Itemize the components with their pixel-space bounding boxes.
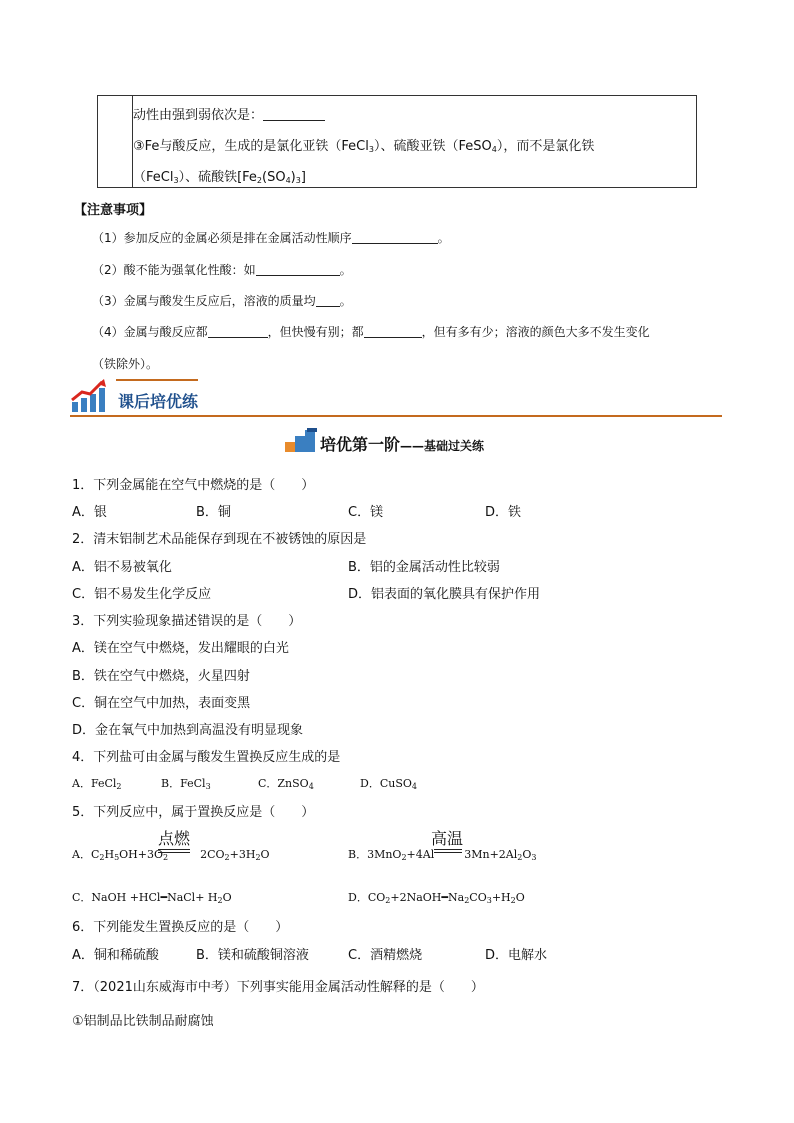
- table-line-2-text-a: ③Fe与酸反应，生成的是氯化亚铁（FeCl: [133, 139, 369, 154]
- q4-option-c: [258, 775, 314, 791]
- q6-option-c: C．酒精燃烧: [348, 948, 423, 963]
- q2-option-a: A．铝不易被氧化: [72, 560, 172, 575]
- q5-a-mid: H: [104, 848, 115, 861]
- subscript: 4: [285, 176, 291, 185]
- growth-chart-icon: [70, 378, 108, 414]
- q5-a-post3: O: [260, 848, 270, 861]
- q4-b-text: B．FeCl: [161, 777, 206, 790]
- q5-d-mid: +2NaOH━Na: [390, 891, 465, 904]
- subscript: 2: [401, 853, 407, 862]
- subscript: 4: [411, 782, 417, 791]
- subscript: 2: [116, 782, 122, 791]
- q5-a-post2: +3H: [229, 848, 256, 861]
- q5-b-mid: +4Al: [406, 848, 435, 861]
- note-3-text: （3）金属与酸发生反应后，溶液的质量均: [92, 294, 316, 308]
- subscript: 4: [491, 145, 497, 154]
- q5-d-mid2: CO: [469, 891, 487, 904]
- q5-option-d: [348, 889, 525, 905]
- table-line-3-text-e: (SO: [262, 170, 286, 185]
- subscript: 3: [295, 176, 301, 185]
- subscript: 5: [114, 853, 120, 862]
- q5-option-c: [72, 889, 232, 905]
- q5-d-post: +H: [491, 891, 511, 904]
- note-2-end: 。: [339, 263, 352, 277]
- subscript: 4: [308, 782, 314, 791]
- answer-blank: [316, 293, 340, 307]
- note-3-end: 。: [339, 294, 352, 308]
- answer-blank: [263, 107, 325, 121]
- notes-title: 【注意事项】: [74, 203, 153, 218]
- subscript: 2: [224, 853, 230, 862]
- question-7-stem: 7．（2021山东威海市中考）下列事实能用金属活动性解释的是（ ）: [72, 980, 484, 995]
- q5-a-post: 2CO: [200, 848, 225, 861]
- question-4-stem: 4．下列盐可由金属与酸发生置换反应生成的是: [72, 750, 341, 765]
- question-3-stem: 3．下列实验现象描述错误的是（ ）: [72, 614, 302, 629]
- section-title: 课后培优练: [118, 392, 199, 411]
- section-divider: [70, 415, 722, 417]
- subsection-rest: ——基础过关练: [400, 439, 485, 453]
- answer-blank: [208, 324, 268, 338]
- question-5-stem: 5．下列反应中，属于置换反应是（ ）: [72, 805, 315, 820]
- q5-a-pre: A．C: [72, 848, 100, 861]
- note-1: [92, 229, 450, 246]
- answer-blank: [256, 262, 340, 276]
- note-4-text-c: ，但有多有少；溶液的颜色大多不发生变化: [421, 325, 650, 339]
- q4-option-d: [360, 775, 417, 791]
- subscript: 2: [517, 853, 523, 862]
- note-1-text: （1）参加反应的金属必须是排在金属活动性顺序: [92, 231, 352, 245]
- note-2: [92, 261, 352, 278]
- table-line-3-text-i: ]: [300, 170, 306, 185]
- table-line-2-text-c: ）、硫酸亚铁（FeSO: [373, 139, 492, 154]
- q2-option-b: B．铝的金属活动性比较弱: [348, 560, 500, 575]
- table-line-2: [133, 135, 594, 154]
- subscript: 3: [531, 853, 537, 862]
- subscript: 3: [205, 782, 211, 791]
- table-line-3-text-c: ）、硫酸铁[Fe: [178, 170, 257, 185]
- question-6-stem: 6．下列能发生置换反应的是（ ）: [72, 920, 289, 935]
- subscript: 2: [255, 853, 261, 862]
- q5-a-condition: 点燃: [157, 829, 190, 848]
- subscript: 3: [173, 176, 179, 185]
- q2-option-c: C．铝不易发生化学反应: [72, 587, 212, 602]
- question-2-stem: 2．清末铝制艺术品能保存到现在不被锈蚀的原因是: [72, 532, 367, 547]
- subscript: 2: [163, 853, 169, 862]
- table-line-1: [133, 104, 325, 123]
- q5-b-post2: O: [522, 848, 532, 861]
- q5-b-condition: 高温: [430, 829, 463, 848]
- note-4-cont: （铁除外）。: [92, 357, 159, 371]
- note-4: [92, 323, 650, 340]
- q3-option-d: D．金在氧气中加热到高温没有明显现象: [72, 723, 304, 738]
- q3-option-b: B．铁在空气中燃烧，火星四射: [72, 669, 250, 684]
- table-line-3-text-a: （FeCl: [133, 170, 174, 185]
- table-line-1-text: 动性由强到弱依次是：: [133, 108, 264, 123]
- q1-option-c: C．镁: [348, 505, 384, 520]
- q5-b-pre: B．3MnO: [348, 848, 402, 861]
- subscript: 3: [486, 896, 492, 905]
- subsection-title: [320, 432, 484, 455]
- q4-option-a: [72, 775, 122, 791]
- subscript: 2: [510, 896, 516, 905]
- question-1-stem: 1．下列金属能在空气中燃烧的是（ ）: [72, 478, 315, 493]
- q4-d-text: D．CuSO: [360, 777, 412, 790]
- note-3: [92, 292, 352, 309]
- subscript: 2: [385, 896, 391, 905]
- subscript: 3: [368, 145, 374, 154]
- subscript: 2: [256, 176, 262, 185]
- q4-a-text: A．FeCl: [72, 777, 117, 790]
- subscript: 2: [217, 896, 223, 905]
- table-line-2-text-e: ），而不是氯化铁: [496, 139, 595, 154]
- note-4-text-a: （4）金属与酸反应都: [92, 325, 208, 339]
- reaction-equals-sign: [158, 849, 190, 853]
- q4-option-b: [161, 775, 211, 791]
- header-accent-line: [116, 379, 198, 381]
- q3-option-c: C．铜在空气中加热，表面变黑: [72, 696, 251, 711]
- q3-option-a: A．镁在空气中燃烧，发出耀眼的白光: [72, 641, 289, 656]
- note-2-text: （2）酸不能为强氧化性酸：如: [92, 263, 256, 277]
- subscript: 2: [99, 853, 105, 862]
- q4-c-text: C．ZnSO: [258, 777, 309, 790]
- q5-c-text: C．NaOH +HCl━NaCl+ H: [72, 891, 218, 904]
- q1-option-d: D．铁: [485, 505, 522, 520]
- answer-blank: [364, 324, 422, 338]
- stairs-icon: [285, 428, 317, 452]
- table-line-3-text-g: ): [290, 170, 296, 185]
- q5-b-post: 3Mn+2Al: [464, 848, 518, 861]
- q2-option-d: D．铝表面的氧化膜具有保护作用: [348, 587, 541, 602]
- q5-c-end: O: [222, 891, 232, 904]
- q6-option-a: A．铜和稀硫酸: [72, 948, 159, 963]
- q5-a-mid2: OH+3O: [119, 848, 164, 861]
- q5-d-end: O: [515, 891, 525, 904]
- q7-item-1: ①铝制品比铁制品耐腐蚀: [72, 1014, 214, 1029]
- reaction-equals-sign: [434, 849, 462, 853]
- note-1-end: 。: [437, 231, 450, 245]
- subscript: 2: [464, 896, 470, 905]
- q1-option-b: B．铜: [196, 505, 231, 520]
- q6-option-d: D．电解水: [485, 948, 548, 963]
- q1-option-a: A．银: [72, 505, 107, 520]
- table-line-3: [133, 166, 306, 185]
- q5-d-pre: D．CO: [348, 891, 386, 904]
- q6-option-b: B．镁和硫酸铜溶液: [196, 948, 309, 963]
- answer-blank: [352, 230, 438, 244]
- note-4-text-b: ，但快慢有别；都: [267, 325, 364, 339]
- subsection-main: 培优第一阶: [320, 435, 401, 454]
